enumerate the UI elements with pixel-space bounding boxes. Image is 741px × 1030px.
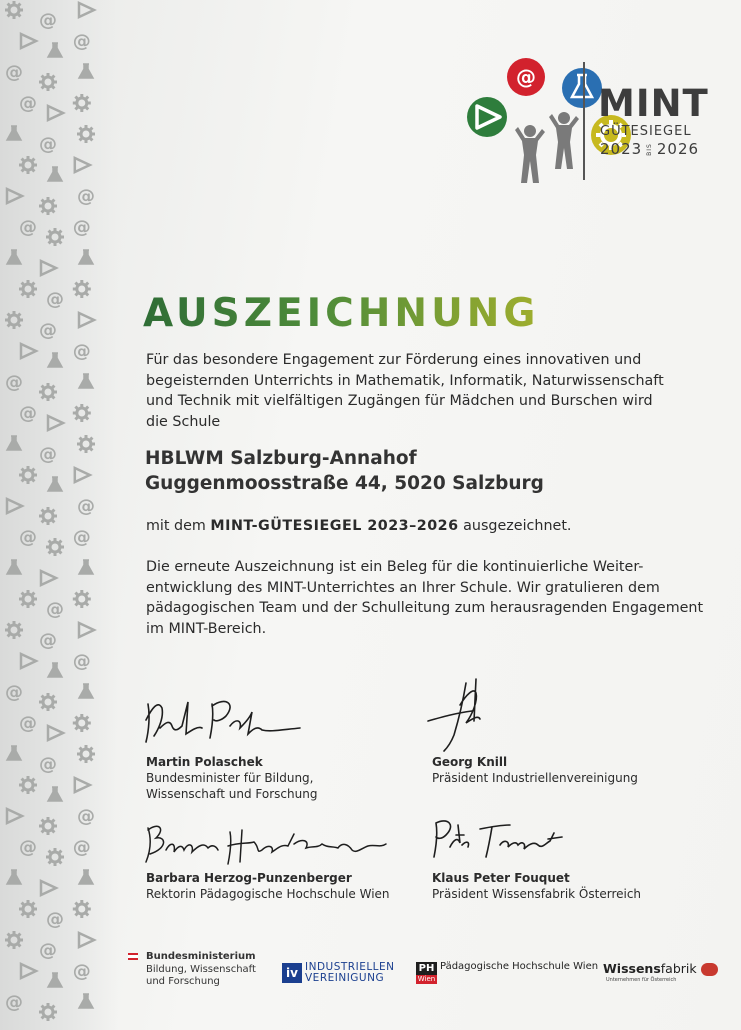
signatory-role bbox=[432, 770, 638, 786]
gear-icon bbox=[19, 776, 37, 794]
gear-icon bbox=[19, 590, 37, 608]
ph-wien-logo-icon bbox=[416, 962, 437, 984]
iv-line: INDUSTRIELLEN bbox=[305, 961, 395, 973]
gear-icon bbox=[46, 228, 64, 246]
play-icon bbox=[41, 881, 56, 895]
svg-text:@: @ bbox=[77, 496, 95, 517]
flask-icon bbox=[7, 870, 21, 884]
austrian-flag-icon bbox=[128, 953, 138, 960]
gear-icon bbox=[46, 538, 64, 556]
gear-icon bbox=[19, 900, 37, 918]
svg-text:@: @ bbox=[72, 341, 91, 362]
signatory-role-line: Präsident Industriellenvereinigung bbox=[432, 771, 638, 785]
flask-icon bbox=[79, 560, 93, 574]
flask-icon bbox=[48, 973, 62, 987]
year-end: 2026 bbox=[656, 140, 700, 158]
flask-icon bbox=[48, 43, 62, 57]
flask-icon bbox=[79, 64, 93, 78]
flask-icon bbox=[7, 126, 21, 140]
gear-icon bbox=[5, 621, 23, 639]
gear-icon bbox=[77, 125, 95, 143]
at-icon bbox=[73, 961, 91, 982]
svg-text:@: @ bbox=[19, 713, 37, 734]
flask-icon bbox=[7, 560, 21, 574]
svg-text:@: @ bbox=[39, 754, 57, 775]
gear-icon bbox=[5, 311, 23, 329]
gear-icon bbox=[77, 745, 95, 763]
at-icon bbox=[19, 713, 37, 734]
wissensfabrik-mark-icon bbox=[701, 963, 718, 976]
gear-icon bbox=[39, 817, 57, 835]
at-icon bbox=[39, 320, 57, 341]
mint-years bbox=[600, 140, 699, 158]
svg-text:@: @ bbox=[72, 217, 91, 238]
wf-bold: Wissens bbox=[603, 961, 661, 976]
at-icon bbox=[77, 496, 95, 517]
school-block bbox=[145, 446, 544, 496]
at-icon bbox=[73, 341, 91, 362]
svg-text:@: @ bbox=[72, 837, 91, 858]
intro-line: die Schule bbox=[146, 413, 221, 430]
svg-text:@: @ bbox=[72, 31, 91, 52]
flask-icon bbox=[48, 167, 62, 181]
svg-text:@: @ bbox=[5, 992, 23, 1013]
play-icon bbox=[75, 778, 90, 792]
at-icon bbox=[77, 806, 95, 827]
award-line bbox=[146, 516, 571, 537]
play-icon bbox=[79, 3, 94, 17]
ph-sub: Wien bbox=[417, 975, 436, 983]
flask-icon bbox=[48, 663, 62, 677]
flask-icon bbox=[79, 374, 93, 388]
closing-paragraph bbox=[146, 557, 706, 639]
play-icon bbox=[21, 34, 36, 48]
svg-text:@: @ bbox=[39, 134, 57, 155]
award-prefix: mit dem bbox=[146, 518, 206, 534]
bmbwf-line: Bildung, Wissenschaft bbox=[146, 963, 256, 975]
iv-logo-text bbox=[305, 962, 395, 984]
intro-paragraph bbox=[146, 350, 706, 432]
svg-text:@: @ bbox=[5, 682, 23, 703]
signatory-role bbox=[146, 886, 390, 902]
flask-icon bbox=[7, 436, 21, 450]
at-icon bbox=[73, 651, 91, 672]
svg-text:@: @ bbox=[5, 372, 23, 393]
closing-line: entwicklung des MINT-Unterrichtes an Ihrer Schule. Wir gratulieren dem bbox=[146, 579, 660, 596]
svg-text:@: @ bbox=[5, 62, 23, 83]
bmbwf-line: Bundesministerium bbox=[146, 951, 256, 962]
flask-icon bbox=[79, 250, 93, 264]
signatory-name: Martin Polaschek bbox=[146, 755, 263, 769]
at-icon bbox=[39, 444, 57, 465]
intro-line: begeisternden Unterrichts in Mathematik, Informatik, Naturwissenschaft bbox=[146, 372, 664, 389]
signatory-role bbox=[432, 886, 641, 902]
gear-icon bbox=[39, 197, 57, 215]
play-icon bbox=[21, 964, 36, 978]
at-icon bbox=[39, 10, 57, 31]
flask-icon bbox=[7, 746, 21, 760]
gear-icon bbox=[46, 848, 64, 866]
closing-line: im MINT-Bereich. bbox=[146, 620, 267, 637]
play-icon bbox=[41, 261, 56, 275]
gear-icon bbox=[77, 435, 95, 453]
at-icon bbox=[19, 93, 37, 114]
at-icon bbox=[73, 217, 91, 238]
at-icon bbox=[46, 909, 64, 930]
at-icon bbox=[39, 940, 57, 961]
closing-line: Die erneute Auszeichnung ist ein Beleg für die kontinuierliche Weiter- bbox=[146, 559, 644, 575]
wissensfabrik-logo bbox=[603, 961, 697, 976]
at-icon bbox=[39, 630, 57, 651]
play-icon bbox=[48, 106, 63, 120]
gear-icon bbox=[5, 931, 23, 949]
svg-text:@: @ bbox=[77, 806, 95, 827]
ph-mark: PH bbox=[416, 962, 437, 975]
play-icon bbox=[79, 933, 94, 947]
school-address: Guggenmoosstraße 44, 5020 Salzburg bbox=[145, 473, 544, 494]
at-icon bbox=[46, 599, 64, 620]
at-icon bbox=[46, 289, 64, 310]
svg-text:@: @ bbox=[77, 186, 95, 207]
flask-icon bbox=[7, 250, 21, 264]
flask-icon bbox=[48, 787, 62, 801]
svg-text:@: @ bbox=[39, 630, 57, 651]
signatory-name: Klaus Peter Fouquet bbox=[432, 871, 570, 885]
closing-line: pädagogischen Team und der Schulleitung zum herausragenden Engagement bbox=[146, 600, 704, 616]
at-icon bbox=[73, 527, 91, 548]
signatory-role-line: Präsident Wissensfabrik Österreich bbox=[432, 887, 642, 901]
at-icon bbox=[19, 837, 37, 858]
play-icon bbox=[41, 571, 56, 585]
gear-icon bbox=[39, 507, 57, 525]
at-icon bbox=[77, 186, 95, 207]
flask-icon bbox=[48, 477, 62, 491]
svg-text:@: @ bbox=[39, 940, 57, 961]
play-icon bbox=[7, 809, 22, 823]
gear-icon bbox=[73, 900, 91, 918]
gear-icon bbox=[19, 466, 37, 484]
signatory-name: Georg Knill bbox=[432, 755, 508, 769]
play-icon bbox=[21, 344, 36, 358]
at-icon bbox=[5, 992, 23, 1013]
signatory-role bbox=[146, 770, 317, 802]
play-icon bbox=[79, 313, 94, 327]
at-icon bbox=[5, 372, 23, 393]
play-icon bbox=[75, 158, 90, 172]
flask-icon bbox=[48, 353, 62, 367]
at-icon bbox=[5, 682, 23, 703]
signature-knill bbox=[420, 675, 500, 755]
play-icon bbox=[7, 499, 22, 513]
svg-text:@: @ bbox=[19, 217, 37, 238]
gear-icon bbox=[39, 1003, 57, 1021]
play-icon bbox=[79, 623, 94, 637]
signatory-name: Barbara Herzog-Punzenberger bbox=[146, 871, 352, 885]
wf-light: fabrik bbox=[660, 961, 697, 976]
at-icon bbox=[39, 134, 57, 155]
gear-icon bbox=[39, 693, 57, 711]
mint-title: MINT bbox=[598, 82, 709, 125]
gear-icon bbox=[73, 280, 91, 298]
flask-icon bbox=[79, 994, 93, 1008]
award-suffix: ausgezeichnet. bbox=[463, 518, 572, 534]
intro-line: Für das besondere Engagement zur Förderung eines innovativen und bbox=[146, 352, 642, 368]
flask-icon bbox=[79, 684, 93, 698]
award-name: MINT-GÜTESIEGEL 2023–2026 bbox=[210, 518, 459, 534]
signatory-role-line: Bundesminister für Bildung, bbox=[146, 771, 314, 785]
gear-icon bbox=[73, 714, 91, 732]
signature-polaschek bbox=[140, 690, 310, 746]
year-bis: BIS bbox=[646, 143, 654, 156]
svg-text:@: @ bbox=[19, 403, 37, 424]
decorative-icon-pattern bbox=[0, 0, 118, 1030]
at-icon bbox=[39, 754, 57, 775]
at-icon bbox=[73, 837, 91, 858]
play-icon bbox=[21, 654, 36, 668]
ph-wien-logo-text: Pädagogische Hochschule Wien bbox=[440, 961, 599, 972]
play-icon bbox=[7, 189, 22, 203]
svg-text:@: @ bbox=[72, 651, 91, 672]
gear-icon bbox=[19, 156, 37, 174]
school-name: HBLWM Salzburg-Annahof bbox=[145, 448, 417, 469]
intro-line: und Technik mit vielfältigen Zugängen für Mädchen und Burschen wird bbox=[146, 393, 653, 409]
svg-text:@: @ bbox=[19, 527, 37, 548]
at-icon bbox=[73, 31, 91, 52]
svg-text:@: @ bbox=[516, 65, 536, 89]
gear-icon bbox=[39, 73, 57, 91]
svg-text:@: @ bbox=[72, 961, 91, 982]
signatory-role-line: Wissenschaft und Forschung bbox=[146, 787, 318, 801]
logo-divider bbox=[583, 62, 585, 180]
year-start: 2023 bbox=[600, 140, 643, 158]
bmbwf-logo bbox=[146, 951, 256, 989]
svg-text:@: @ bbox=[39, 10, 57, 31]
gear-icon bbox=[73, 94, 91, 112]
play-icon bbox=[75, 468, 90, 482]
signature-fouquet bbox=[430, 815, 580, 865]
at-icon bbox=[19, 527, 37, 548]
svg-text:@: @ bbox=[39, 320, 57, 341]
svg-text:@: @ bbox=[19, 837, 37, 858]
gear-icon bbox=[73, 590, 91, 608]
people-icon bbox=[515, 112, 579, 183]
at-icon bbox=[19, 403, 37, 424]
gear-icon bbox=[19, 280, 37, 298]
iv-logo-icon: iv bbox=[282, 963, 302, 983]
gear-icon bbox=[73, 404, 91, 422]
gear-icon bbox=[39, 383, 57, 401]
svg-text:@: @ bbox=[19, 93, 37, 114]
bmbwf-line: und Forschung bbox=[146, 976, 220, 987]
svg-text:@: @ bbox=[46, 289, 64, 310]
svg-text:@: @ bbox=[46, 909, 64, 930]
gear-icon bbox=[5, 1, 23, 19]
page-title: AUSZEICHNUNG bbox=[143, 291, 540, 336]
signature-herzog-punzenberger bbox=[142, 818, 392, 870]
iv-line: VEREINIGUNG bbox=[305, 972, 385, 984]
svg-text:@: @ bbox=[39, 444, 57, 465]
svg-text:@: @ bbox=[46, 599, 64, 620]
signatory-role-line: Rektorin Pädagogische Hochschule Wien bbox=[146, 887, 390, 901]
flask-icon bbox=[79, 870, 93, 884]
at-icon bbox=[19, 217, 37, 238]
at-icon bbox=[5, 62, 23, 83]
play-icon bbox=[48, 726, 63, 740]
play-icon bbox=[48, 416, 63, 430]
mint-subtitle: GÜTESIEGEL bbox=[600, 124, 692, 139]
svg-text:@: @ bbox=[72, 527, 91, 548]
wissensfabrik-tagline: Unternehmen für Österreich bbox=[606, 977, 677, 983]
